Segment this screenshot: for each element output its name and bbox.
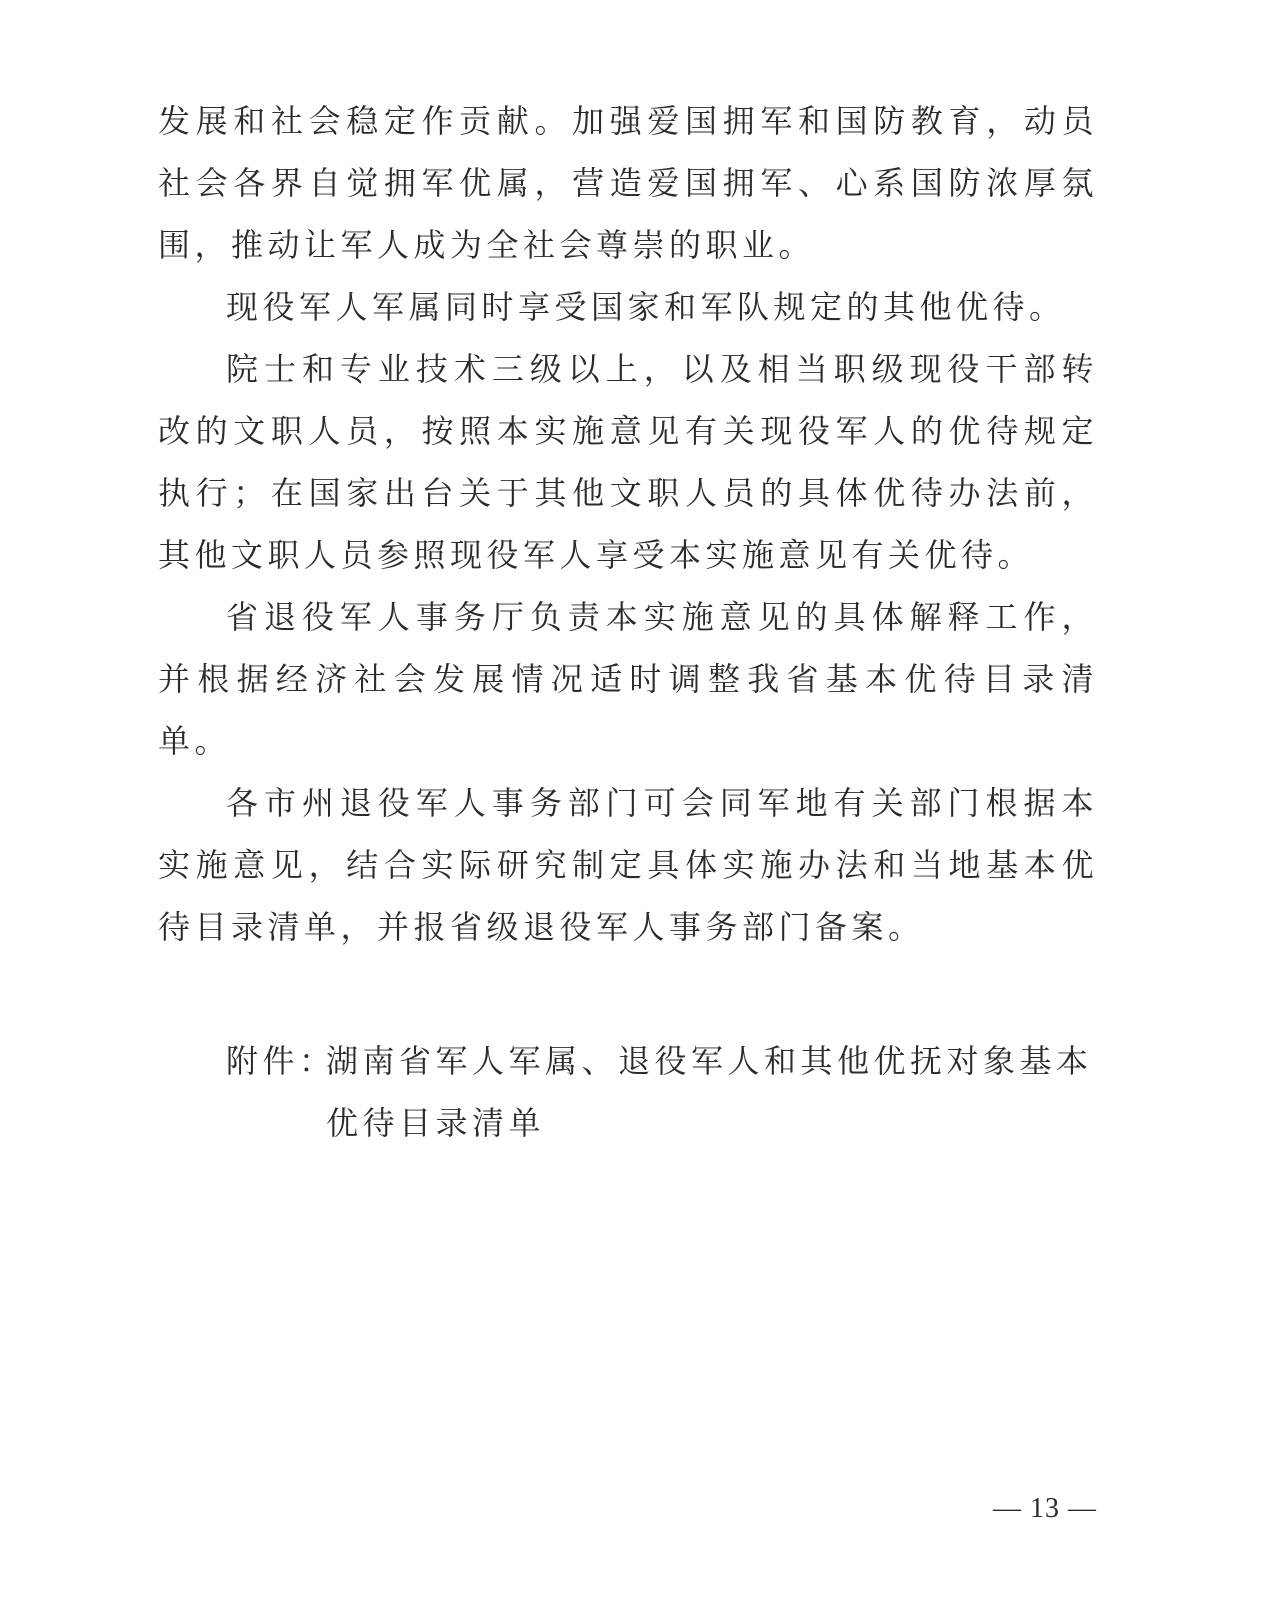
- paragraph-5: 各市州退役军人事务部门可会同军地有关部门根据本实施意见，结合实际研究制定具体实施办法和当地基本优待目录清单，并报省级退役军人事务部门备案。: [158, 784, 1098, 946]
- page-number: — 13 —: [993, 1493, 1097, 1524]
- paragraph-4: 省退役军人事务厅负责本实施意见的具体解释工作，并根据经济社会发展情况适时调整我省基本优待目录清单。: [158, 598, 1098, 760]
- attachment-label: 附件：: [226, 1042, 336, 1080]
- paragraph-3: 院士和专业技术三级以上，以及相当职级现役干部转改的文职人员，按照本实施意见有关现役军人的优待规定执行；在国家出台关于其他文职人员的具体优待办法前，其他文职人员参照现役军人享受本实施意见有关优待。: [158, 350, 1098, 574]
- attachment-title: 湖南省军人军属、退役军人和其他优抚对象基本优待目录清单: [326, 1042, 1093, 1142]
- document-body: [158, 90, 1098, 1154]
- attachment-note: [158, 1030, 1098, 1154]
- paragraph-2: 现役军人军属同时享受国家和军队规定的其他优待。: [226, 288, 1066, 326]
- paragraph-1: 发展和社会稳定作贡献。加强爱国拥军和国防教育，动员社会各界自觉拥军优属，营造爱国拥军、心系国防浓厚氛围，推动让军人成为全社会尊崇的职业。: [158, 102, 1098, 264]
